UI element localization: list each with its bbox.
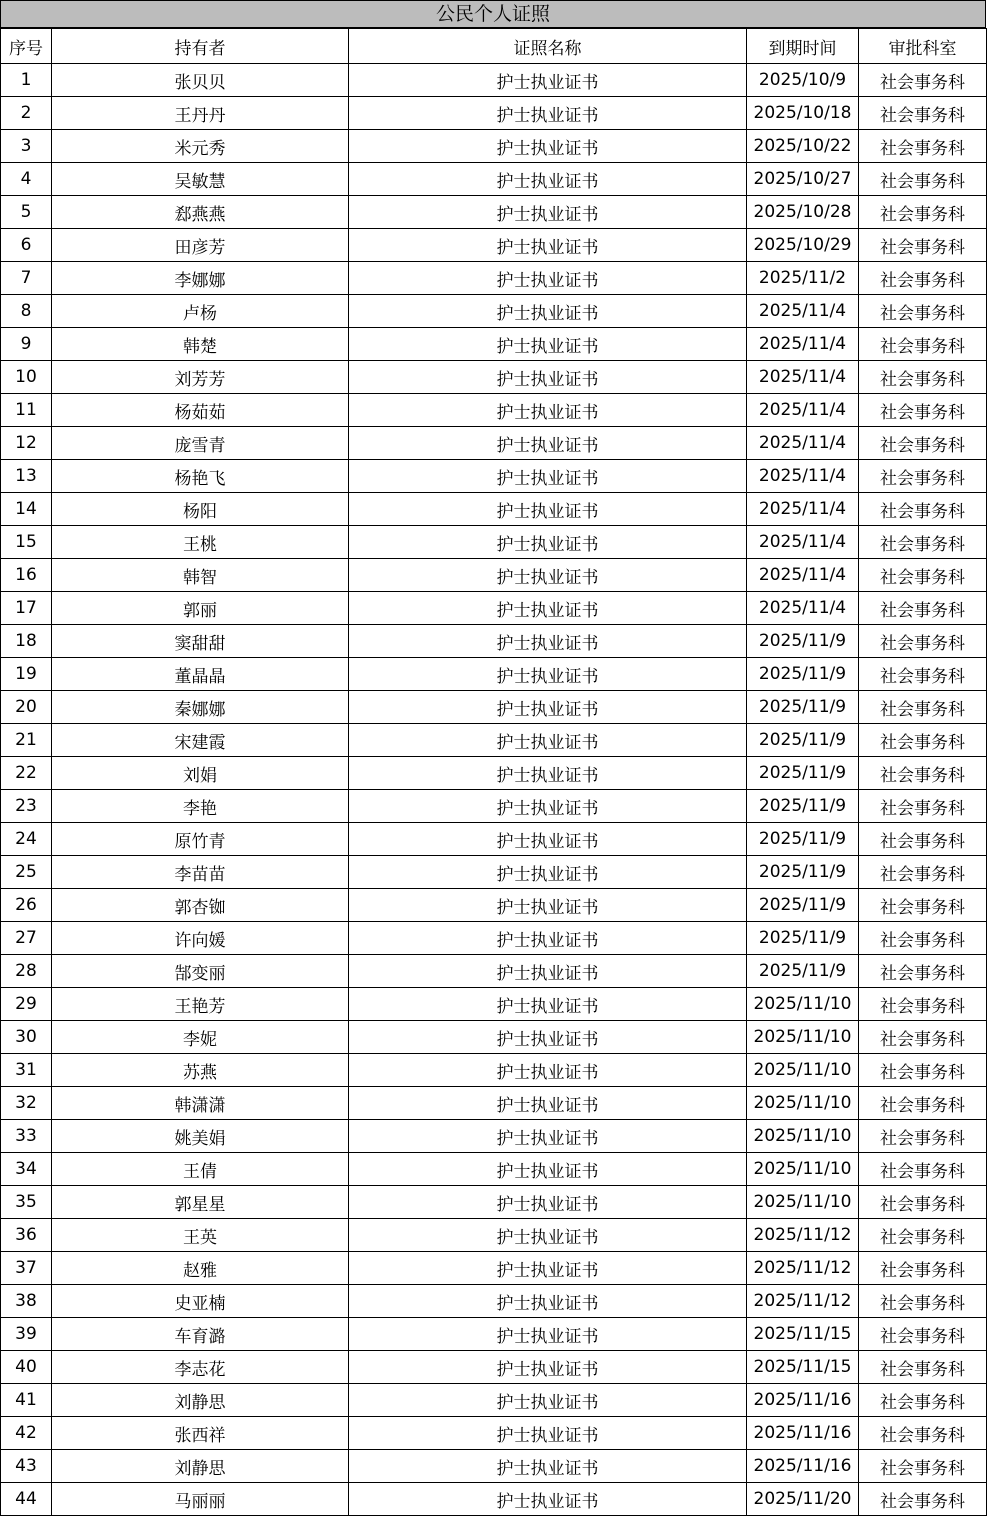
header-holder: 持有者 — [52, 29, 349, 64]
table-row — [1, 1318, 987, 1351]
cell-holder: 苏燕 — [52, 1054, 349, 1087]
cell-license-name: 护士执业证书 — [349, 526, 747, 559]
cell-expiry-date: 2025/11/16 — [747, 1450, 859, 1483]
cell-holder: 原竹青 — [52, 823, 349, 856]
cell-department: 社会事务科 — [859, 196, 987, 229]
cell-expiry-date: 2025/11/9 — [747, 658, 859, 691]
cell-holder: 刘静思 — [52, 1450, 349, 1483]
cell-license-name: 护士执业证书 — [349, 361, 747, 394]
cell-license-name: 护士执业证书 — [349, 1153, 747, 1186]
cell-department: 社会事务科 — [859, 823, 987, 856]
cell-expiry-date: 2025/11/9 — [747, 823, 859, 856]
cell-license-name: 护士执业证书 — [349, 64, 747, 97]
cell-holder: 许向媛 — [52, 922, 349, 955]
cell-department: 社会事务科 — [859, 1285, 987, 1318]
table-row — [1, 724, 987, 757]
cell-holder: 王艳芳 — [52, 988, 349, 1021]
cell-license-name: 护士执业证书 — [349, 295, 747, 328]
cell-holder: 车育潞 — [52, 1318, 349, 1351]
cell-department: 社会事务科 — [859, 559, 987, 592]
cell-holder: 刘静思 — [52, 1384, 349, 1417]
table-row — [1, 1153, 987, 1186]
cell-seq: 43 — [1, 1450, 52, 1483]
cell-seq: 8 — [1, 295, 52, 328]
cell-expiry-date: 2025/11/4 — [747, 427, 859, 460]
table-row — [1, 1219, 987, 1252]
cell-expiry-date: 2025/11/4 — [747, 328, 859, 361]
cell-seq: 23 — [1, 790, 52, 823]
table-row — [1, 328, 987, 361]
cell-holder: 董晶晶 — [52, 658, 349, 691]
cell-department: 社会事务科 — [859, 97, 987, 130]
cell-department: 社会事务科 — [859, 1153, 987, 1186]
cell-expiry-date: 2025/11/16 — [747, 1417, 859, 1450]
table-row — [1, 64, 987, 97]
cell-license-name: 护士执业证书 — [349, 988, 747, 1021]
header-row — [1, 29, 987, 64]
cell-seq: 4 — [1, 163, 52, 196]
table-row — [1, 1450, 987, 1483]
cell-license-name: 护士执业证书 — [349, 1021, 747, 1054]
table-row — [1, 988, 987, 1021]
cell-expiry-date: 2025/11/2 — [747, 262, 859, 295]
table-row — [1, 757, 987, 790]
cell-expiry-date: 2025/11/10 — [747, 1186, 859, 1219]
cell-department: 社会事务科 — [859, 130, 987, 163]
table-row — [1, 922, 987, 955]
cell-license-name: 护士执业证书 — [349, 1054, 747, 1087]
cell-seq: 12 — [1, 427, 52, 460]
cell-seq: 27 — [1, 922, 52, 955]
cell-department: 社会事务科 — [859, 1351, 987, 1384]
cell-license-name: 护士执业证书 — [349, 196, 747, 229]
cell-holder: 吴敏慧 — [52, 163, 349, 196]
cell-license-name: 护士执业证书 — [349, 757, 747, 790]
table-row — [1, 262, 987, 295]
cell-license-name: 护士执业证书 — [349, 889, 747, 922]
cell-seq: 17 — [1, 592, 52, 625]
cell-expiry-date: 2025/11/10 — [747, 1054, 859, 1087]
cell-expiry-date: 2025/11/12 — [747, 1219, 859, 1252]
table-row — [1, 361, 987, 394]
cell-license-name: 护士执业证书 — [349, 163, 747, 196]
cell-expiry-date: 2025/11/9 — [747, 922, 859, 955]
cell-seq: 7 — [1, 262, 52, 295]
cell-holder: 郄燕燕 — [52, 196, 349, 229]
cell-seq: 6 — [1, 229, 52, 262]
cell-license-name: 护士执业证书 — [349, 460, 747, 493]
cell-license-name: 护士执业证书 — [349, 229, 747, 262]
cell-license-name: 护士执业证书 — [349, 790, 747, 823]
cell-seq: 3 — [1, 130, 52, 163]
cell-seq: 19 — [1, 658, 52, 691]
cell-department: 社会事务科 — [859, 1021, 987, 1054]
cell-holder: 米元秀 — [52, 130, 349, 163]
cell-holder: 杨艳飞 — [52, 460, 349, 493]
cell-holder: 杨阳 — [52, 493, 349, 526]
cell-seq: 37 — [1, 1252, 52, 1285]
cell-holder: 韩潇潇 — [52, 1087, 349, 1120]
cell-department: 社会事务科 — [859, 361, 987, 394]
table-row — [1, 1417, 987, 1450]
cell-holder: 宋建霞 — [52, 724, 349, 757]
cell-department: 社会事务科 — [859, 526, 987, 559]
cell-license-name: 护士执业证书 — [349, 262, 747, 295]
table-row — [1, 1351, 987, 1384]
cell-license-name: 护士执业证书 — [349, 658, 747, 691]
cell-expiry-date: 2025/11/4 — [747, 295, 859, 328]
cell-holder: 韩智 — [52, 559, 349, 592]
cell-expiry-date: 2025/11/9 — [747, 691, 859, 724]
cell-department: 社会事务科 — [859, 1087, 987, 1120]
cell-department: 社会事务科 — [859, 1120, 987, 1153]
cell-seq: 14 — [1, 493, 52, 526]
cell-department: 社会事务科 — [859, 988, 987, 1021]
cell-expiry-date: 2025/11/15 — [747, 1351, 859, 1384]
cell-seq: 15 — [1, 526, 52, 559]
cell-seq: 25 — [1, 856, 52, 889]
cell-holder: 王倩 — [52, 1153, 349, 1186]
table-row — [1, 1252, 987, 1285]
cell-expiry-date: 2025/11/9 — [747, 625, 859, 658]
cell-seq: 41 — [1, 1384, 52, 1417]
table-row — [1, 1186, 987, 1219]
table-row — [1, 1285, 987, 1318]
table-row — [1, 889, 987, 922]
cell-license-name: 护士执业证书 — [349, 625, 747, 658]
cell-seq: 38 — [1, 1285, 52, 1318]
cell-holder: 卢杨 — [52, 295, 349, 328]
cell-expiry-date: 2025/11/10 — [747, 1087, 859, 1120]
cell-license-name: 护士执业证书 — [349, 1219, 747, 1252]
cell-holder: 秦娜娜 — [52, 691, 349, 724]
cell-seq: 16 — [1, 559, 52, 592]
cell-license-name: 护士执业证书 — [349, 691, 747, 724]
cell-seq: 21 — [1, 724, 52, 757]
cell-department: 社会事务科 — [859, 460, 987, 493]
cell-seq: 39 — [1, 1318, 52, 1351]
cell-department: 社会事务科 — [859, 856, 987, 889]
cell-department: 社会事务科 — [859, 1054, 987, 1087]
cell-department: 社会事务科 — [859, 262, 987, 295]
cell-license-name: 护士执业证书 — [349, 1483, 747, 1516]
table-row — [1, 1483, 987, 1516]
cell-department: 社会事务科 — [859, 658, 987, 691]
cell-license-name: 护士执业证书 — [349, 1450, 747, 1483]
table-row — [1, 691, 987, 724]
cell-department: 社会事务科 — [859, 1219, 987, 1252]
cell-seq: 32 — [1, 1087, 52, 1120]
cell-license-name: 护士执业证书 — [349, 922, 747, 955]
cell-department: 社会事务科 — [859, 1384, 987, 1417]
cell-seq: 18 — [1, 625, 52, 658]
table-row — [1, 163, 987, 196]
cell-holder: 张西祥 — [52, 1417, 349, 1450]
cell-holder: 窦甜甜 — [52, 625, 349, 658]
cell-holder: 李妮 — [52, 1021, 349, 1054]
cell-holder: 田彦芳 — [52, 229, 349, 262]
cell-expiry-date: 2025/11/4 — [747, 592, 859, 625]
table-row — [1, 1087, 987, 1120]
table-row — [1, 97, 987, 130]
cell-license-name: 护士执业证书 — [349, 130, 747, 163]
cell-holder: 张贝贝 — [52, 64, 349, 97]
cell-seq: 24 — [1, 823, 52, 856]
table-row — [1, 130, 987, 163]
cell-expiry-date: 2025/11/10 — [747, 988, 859, 1021]
table-row — [1, 823, 987, 856]
cell-expiry-date: 2025/11/4 — [747, 361, 859, 394]
table-row — [1, 1384, 987, 1417]
cell-department: 社会事务科 — [859, 625, 987, 658]
table-row — [1, 790, 987, 823]
cell-holder: 赵雅 — [52, 1252, 349, 1285]
cell-license-name: 护士执业证书 — [349, 1285, 747, 1318]
table-row — [1, 856, 987, 889]
cell-department: 社会事务科 — [859, 229, 987, 262]
cell-department: 社会事务科 — [859, 493, 987, 526]
cell-expiry-date: 2025/11/9 — [747, 889, 859, 922]
table-row — [1, 427, 987, 460]
cell-holder: 李苗苗 — [52, 856, 349, 889]
cell-holder: 王桃 — [52, 526, 349, 559]
cell-holder: 郭星星 — [52, 1186, 349, 1219]
cell-expiry-date: 2025/11/20 — [747, 1483, 859, 1516]
cell-seq: 5 — [1, 196, 52, 229]
cell-seq: 11 — [1, 394, 52, 427]
cell-seq: 20 — [1, 691, 52, 724]
cell-department: 社会事务科 — [859, 394, 987, 427]
cell-holder: 王英 — [52, 1219, 349, 1252]
cell-expiry-date: 2025/11/4 — [747, 526, 859, 559]
cell-license-name: 护士执业证书 — [349, 1120, 747, 1153]
cell-holder: 郭杏铷 — [52, 889, 349, 922]
cell-department: 社会事务科 — [859, 592, 987, 625]
cell-holder: 王丹丹 — [52, 97, 349, 130]
table-row — [1, 196, 987, 229]
cell-department: 社会事务科 — [859, 691, 987, 724]
cell-department: 社会事务科 — [859, 1417, 987, 1450]
cell-expiry-date: 2025/11/15 — [747, 1318, 859, 1351]
table-row — [1, 1120, 987, 1153]
cell-holder: 史亚楠 — [52, 1285, 349, 1318]
table-row — [1, 625, 987, 658]
cell-expiry-date: 2025/11/9 — [747, 757, 859, 790]
table-row — [1, 658, 987, 691]
cell-seq: 13 — [1, 460, 52, 493]
cell-seq: 42 — [1, 1417, 52, 1450]
cell-expiry-date: 2025/11/9 — [747, 955, 859, 988]
table-row — [1, 394, 987, 427]
cell-department: 社会事务科 — [859, 1450, 987, 1483]
cell-department: 社会事务科 — [859, 1186, 987, 1219]
cell-department: 社会事务科 — [859, 757, 987, 790]
cell-seq: 29 — [1, 988, 52, 1021]
cell-expiry-date: 2025/10/29 — [747, 229, 859, 262]
table-row — [1, 229, 987, 262]
cell-holder: 刘娟 — [52, 757, 349, 790]
cell-license-name: 护士执业证书 — [349, 1252, 747, 1285]
cell-seq: 31 — [1, 1054, 52, 1087]
cell-expiry-date: 2025/11/16 — [747, 1384, 859, 1417]
header-expiry-date: 到期时间 — [747, 29, 859, 64]
cell-seq: 35 — [1, 1186, 52, 1219]
cell-department: 社会事务科 — [859, 922, 987, 955]
cell-department: 社会事务科 — [859, 1252, 987, 1285]
cell-seq: 2 — [1, 97, 52, 130]
cell-seq: 26 — [1, 889, 52, 922]
table-row — [1, 526, 987, 559]
cell-license-name: 护士执业证书 — [349, 955, 747, 988]
table-row — [1, 955, 987, 988]
cell-expiry-date: 2025/11/9 — [747, 856, 859, 889]
cell-expiry-date: 2025/11/4 — [747, 559, 859, 592]
cell-expiry-date: 2025/11/4 — [747, 493, 859, 526]
cell-expiry-date: 2025/11/4 — [747, 394, 859, 427]
cell-holder: 姚美娟 — [52, 1120, 349, 1153]
cell-seq: 22 — [1, 757, 52, 790]
cell-license-name: 护士执业证书 — [349, 493, 747, 526]
cell-license-name: 护士执业证书 — [349, 394, 747, 427]
sheet-title: 公民个人证照 — [0, 0, 986, 28]
cell-department: 社会事务科 — [859, 427, 987, 460]
cell-expiry-date: 2025/11/9 — [747, 724, 859, 757]
cell-department: 社会事务科 — [859, 295, 987, 328]
table-row — [1, 493, 987, 526]
cell-department: 社会事务科 — [859, 1318, 987, 1351]
cell-license-name: 护士执业证书 — [349, 1384, 747, 1417]
cell-expiry-date: 2025/11/10 — [747, 1021, 859, 1054]
cell-expiry-date: 2025/10/28 — [747, 196, 859, 229]
cell-license-name: 护士执业证书 — [349, 559, 747, 592]
cell-expiry-date: 2025/10/27 — [747, 163, 859, 196]
cell-department: 社会事务科 — [859, 163, 987, 196]
cell-expiry-date: 2025/11/12 — [747, 1252, 859, 1285]
cell-holder: 李志花 — [52, 1351, 349, 1384]
cell-expiry-date: 2025/10/22 — [747, 130, 859, 163]
cell-holder: 郭丽 — [52, 592, 349, 625]
table-row — [1, 592, 987, 625]
cell-seq: 1 — [1, 64, 52, 97]
header-license-name: 证照名称 — [349, 29, 747, 64]
cell-department: 社会事务科 — [859, 790, 987, 823]
cell-license-name: 护士执业证书 — [349, 1417, 747, 1450]
cell-holder: 李艳 — [52, 790, 349, 823]
cell-department: 社会事务科 — [859, 724, 987, 757]
cell-department: 社会事务科 — [859, 955, 987, 988]
cell-holder: 李娜娜 — [52, 262, 349, 295]
table-row — [1, 1021, 987, 1054]
cell-seq: 44 — [1, 1483, 52, 1516]
cell-department: 社会事务科 — [859, 1483, 987, 1516]
cell-license-name: 护士执业证书 — [349, 97, 747, 130]
cell-license-name: 护士执业证书 — [349, 823, 747, 856]
cell-holder: 刘芳芳 — [52, 361, 349, 394]
cell-license-name: 护士执业证书 — [349, 1351, 747, 1384]
cell-seq: 30 — [1, 1021, 52, 1054]
table-row — [1, 460, 987, 493]
cell-expiry-date: 2025/10/18 — [747, 97, 859, 130]
cell-seq: 34 — [1, 1153, 52, 1186]
cell-seq: 10 — [1, 361, 52, 394]
cell-expiry-date: 2025/10/9 — [747, 64, 859, 97]
cell-holder: 庞雪青 — [52, 427, 349, 460]
cell-license-name: 护士执业证书 — [349, 1318, 747, 1351]
license-table — [0, 28, 987, 1516]
header-seq: 序号 — [1, 29, 52, 64]
cell-holder: 韩楚 — [52, 328, 349, 361]
table-row — [1, 559, 987, 592]
cell-seq: 28 — [1, 955, 52, 988]
cell-department: 社会事务科 — [859, 328, 987, 361]
cell-expiry-date: 2025/11/4 — [747, 460, 859, 493]
cell-holder: 郜变丽 — [52, 955, 349, 988]
cell-license-name: 护士执业证书 — [349, 592, 747, 625]
cell-expiry-date: 2025/11/12 — [747, 1285, 859, 1318]
cell-expiry-date: 2025/11/10 — [747, 1153, 859, 1186]
cell-seq: 9 — [1, 328, 52, 361]
cell-license-name: 护士执业证书 — [349, 1186, 747, 1219]
cell-department: 社会事务科 — [859, 64, 987, 97]
cell-license-name: 护士执业证书 — [349, 856, 747, 889]
cell-license-name: 护士执业证书 — [349, 1087, 747, 1120]
cell-department: 社会事务科 — [859, 889, 987, 922]
cell-holder: 杨茹茹 — [52, 394, 349, 427]
cell-expiry-date: 2025/11/10 — [747, 1120, 859, 1153]
cell-expiry-date: 2025/11/9 — [747, 790, 859, 823]
cell-license-name: 护士执业证书 — [349, 328, 747, 361]
header-department: 审批科室 — [859, 29, 987, 64]
cell-seq: 40 — [1, 1351, 52, 1384]
cell-seq: 36 — [1, 1219, 52, 1252]
table-row — [1, 295, 987, 328]
cell-seq: 33 — [1, 1120, 52, 1153]
cell-license-name: 护士执业证书 — [349, 427, 747, 460]
cell-license-name: 护士执业证书 — [349, 724, 747, 757]
cell-holder: 马丽丽 — [52, 1483, 349, 1516]
table-row — [1, 1054, 987, 1087]
